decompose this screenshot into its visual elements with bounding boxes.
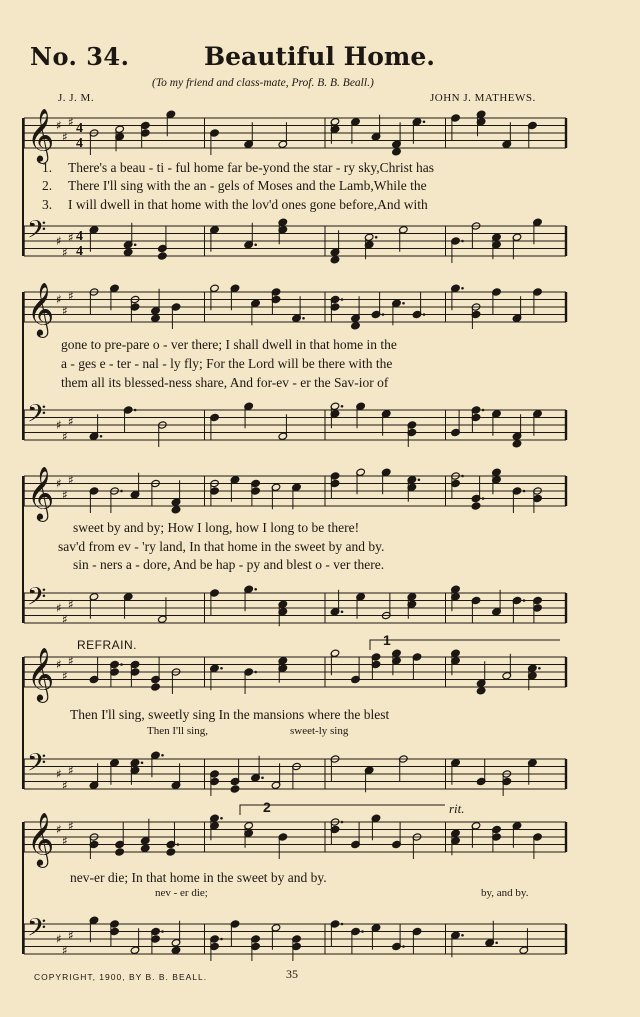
verse-number: 2. [42, 178, 53, 193]
sharp-icon: ♯ [56, 822, 62, 837]
treble-clef-icon: 𝄞 [27, 281, 55, 336]
dot-icon [341, 298, 344, 301]
sharp-icon: ♯ [62, 487, 68, 502]
dot-icon [375, 236, 378, 239]
bass-clef-icon: 𝄢 [27, 913, 47, 949]
bass-words: Then I'll sing, [147, 725, 208, 737]
note-head [171, 946, 181, 954]
sharp-icon: ♯ [68, 818, 74, 833]
sharp-icon: ♯ [62, 612, 68, 627]
page-number: 35 [286, 967, 298, 981]
verse-number: 1. [42, 160, 53, 175]
bass-words: sweet-ly sing [290, 725, 349, 737]
bass-clef-icon: 𝄢 [27, 399, 47, 435]
note-head [166, 848, 176, 856]
dot-icon [161, 754, 164, 757]
sharp-icon: ♯ [62, 668, 68, 683]
sharp-icon: ♯ [56, 601, 62, 615]
dot-icon [482, 409, 485, 412]
dot-icon [341, 821, 344, 824]
dot-icon [302, 317, 305, 320]
dot-icon [402, 302, 405, 305]
time-signature: 4 [76, 229, 83, 244]
dot-icon [261, 776, 264, 779]
dot-icon [254, 588, 257, 591]
sharp-icon: ♯ [56, 418, 62, 432]
dot-icon [120, 490, 123, 493]
sharp-icon: ♯ [62, 429, 68, 444]
sharp-icon: ♯ [62, 943, 68, 958]
dot-icon [482, 497, 485, 500]
dot-icon [361, 930, 364, 933]
sharp-icon: ♯ [56, 476, 62, 491]
ritardando-mark: rit. [449, 801, 465, 816]
verse-line: them all its blessed-ness share, And for-ev - er the Sav-ior of [61, 375, 389, 390]
refrain-label: REFRAIN. [77, 638, 138, 652]
bass-words: nev - er die; [155, 887, 208, 899]
note-head [140, 844, 150, 852]
hymn-number: No. 34. [30, 42, 130, 71]
dot-icon [523, 490, 526, 493]
first-ending-mark: 1 [383, 632, 391, 648]
sharp-icon: ♯ [62, 129, 68, 144]
dot-icon [461, 240, 464, 243]
sharp-icon: ♯ [68, 114, 74, 129]
note-head [351, 322, 361, 330]
dedication: (To my friend and class-mate, Prof. B. B. Beall.) [152, 77, 374, 89]
sharp-icon: ♯ [68, 414, 74, 429]
treble-clef-icon: 𝄞 [27, 465, 55, 520]
dot-icon [134, 409, 137, 412]
time-signature: 4 [76, 121, 83, 136]
dot-icon [402, 945, 405, 948]
dot-icon [220, 667, 223, 670]
note-head [392, 148, 402, 156]
dot-icon [177, 843, 180, 846]
dot-icon [461, 287, 464, 290]
note-head [151, 683, 161, 691]
dot-icon [134, 243, 137, 246]
sharp-icon: ♯ [68, 597, 74, 612]
note-head [171, 506, 181, 514]
verse-line: sav'd from ev - 'ry land, In that home in the sweet by and by. [58, 539, 385, 554]
verse-number: 3. [42, 197, 53, 212]
copyright-notice: COPYRIGHT, 1900, BY B. B. BEALL. [34, 972, 208, 982]
sharp-icon: ♯ [68, 928, 74, 943]
sharp-icon: ♯ [56, 292, 62, 307]
verse-line: sin - ners a - dore, And be hap - py and blest o - ver there. [73, 557, 385, 572]
dot-icon [423, 120, 426, 123]
verse-line: There's a beau - ti - ful home far be-yond the star - ry sky,Christ has [68, 160, 434, 175]
dot-icon [254, 671, 257, 674]
refrain-words: Then I'll sing, sweetly sing In the mansions where the blest [70, 707, 390, 722]
dot-icon [461, 934, 464, 937]
verse-line: gone to pre-pare o - ver there; I shall dwell in that home in the [61, 337, 397, 352]
dot-icon [141, 761, 144, 764]
bass-words: by, and by. [481, 887, 529, 899]
note-head [471, 502, 481, 510]
note-head [123, 248, 133, 256]
note-head [151, 314, 161, 322]
dot-icon [495, 941, 498, 944]
refrain-words: nev-er die; In that home in the sweet by and by. [70, 870, 327, 885]
dot-icon [254, 243, 257, 246]
sharp-icon: ♯ [56, 932, 62, 946]
sharp-icon: ♯ [56, 234, 62, 248]
sharp-icon: ♯ [68, 472, 74, 487]
verse-line: There I'll sing with the an - gels of Moses and the Lamb,While the [68, 178, 427, 193]
sharp-icon: ♯ [68, 230, 74, 245]
dot-icon [220, 817, 223, 820]
time-signature: 4 [76, 244, 83, 259]
second-ending-mark: 2 [263, 799, 271, 815]
note-head [330, 256, 340, 264]
sharp-icon: ♯ [56, 118, 62, 133]
dot-icon [220, 938, 223, 941]
dot-icon [341, 923, 344, 926]
note-head [230, 785, 240, 793]
time-signature: 4 [76, 136, 83, 151]
first-ending-bracket [370, 640, 560, 650]
sharp-icon: ♯ [68, 763, 74, 778]
dot-icon [538, 667, 541, 670]
words-credit: J. J. M. [58, 92, 95, 104]
bass-clef-icon: 𝄢 [27, 582, 47, 618]
note-head [512, 440, 522, 448]
sharp-icon: ♯ [62, 303, 68, 318]
note-head [158, 252, 168, 260]
dot-icon [418, 478, 421, 481]
sharp-icon: ♯ [62, 833, 68, 848]
note-head [476, 687, 486, 695]
verse-line: I will dwell in that home with the lov'd ones gone before,And with [68, 197, 428, 212]
dot-icon [461, 475, 464, 478]
dot-icon [100, 435, 103, 438]
bass-clef-icon: 𝄢 [27, 748, 47, 784]
music-credit: JOHN J. MATHEWS. [430, 92, 536, 104]
hymn-title: Beautiful Home. [204, 42, 435, 71]
note-head [115, 848, 125, 856]
dot-icon [423, 313, 426, 316]
sharp-icon: ♯ [62, 245, 68, 260]
verse-line: sweet by and by; How I long, how I long to be there! [73, 520, 360, 535]
sharp-icon: ♯ [62, 778, 68, 793]
dot-icon [341, 405, 344, 408]
treble-clef-icon: 𝄞 [27, 646, 55, 701]
bass-clef-icon: 𝄢 [27, 215, 47, 251]
dot-icon [161, 930, 164, 933]
sharp-icon: ♯ [56, 657, 62, 672]
treble-clef-icon: 𝄞 [27, 811, 55, 866]
treble-clef-icon: 𝄞 [27, 107, 55, 162]
dot-icon [120, 663, 123, 666]
sharp-icon: ♯ [56, 767, 62, 781]
dot-icon [523, 599, 526, 602]
sharp-icon: ♯ [68, 653, 74, 668]
dot-icon [341, 610, 344, 613]
dot-icon [382, 313, 385, 316]
sharp-icon: ♯ [68, 288, 74, 303]
verse-line: a - ges e - ter - nal - ly fly; For the Lord will be there with the [61, 356, 393, 371]
